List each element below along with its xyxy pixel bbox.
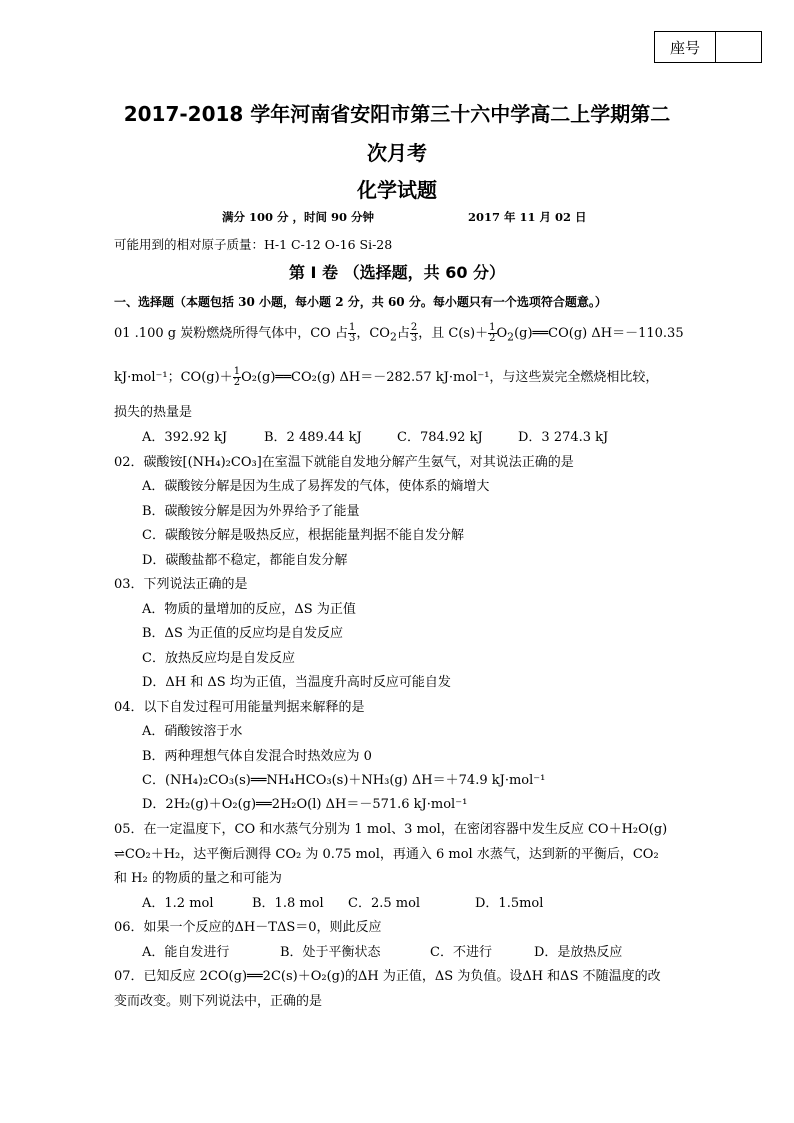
option-b[interactable]: B．碳酸铵分解是因为外界给予了能量 xyxy=(142,504,360,519)
seat-number-label: 座号 xyxy=(655,32,716,62)
option-b[interactable]: B．两种理想气体自发混合时热效应为 0 xyxy=(142,749,372,764)
fraction-denominator: 2 xyxy=(233,377,241,388)
question-1-line3: 损失的热量是 xyxy=(114,405,193,420)
question-6-stem: 06．如果一个反应的ΔH－TΔS＝0，则此反应 xyxy=(114,920,382,935)
option-c[interactable]: C．碳酸铵分解是吸热反应，根据能量判据不能自发分解 xyxy=(142,528,464,543)
option-c[interactable]: C．(NH₄)₂CO₃(s)══NH₄HCO₃(s)＋NH₃(g) ΔH＝＋74.9 kJ·mol⁻¹ xyxy=(142,773,546,788)
section-title: 第 I 卷 （选择题，共 60 分） xyxy=(288,263,506,282)
option-c[interactable]: C．放热反应均是自发反应 xyxy=(142,651,295,666)
fraction-one-half xyxy=(488,323,496,344)
exam-date: 2017 年 11 月 02 日 xyxy=(468,210,587,224)
q1-subscript: 2 xyxy=(507,330,515,344)
q1-line2-b: O₂(g)══CO₂(g) ΔH＝－282.57 kJ·mol⁻¹，与这些炭完全燃烧相比较， xyxy=(241,370,659,385)
option-a[interactable]: A．能自发进行 xyxy=(142,945,230,960)
option-a[interactable]: A．1.2 mol xyxy=(142,896,214,911)
atomic-mass-note: 可能用到的相对原子质量：H-1 C-12 O-16 Si-28 xyxy=(114,237,393,252)
fraction-denominator: 2 xyxy=(489,333,496,344)
option-a[interactable]: A．硝酸铵溶于水 xyxy=(142,724,243,739)
option-d[interactable]: D．3 274.3 kJ xyxy=(518,430,609,445)
option-b[interactable]: B．1.8 mol xyxy=(252,896,324,911)
fraction-numerator: 1 xyxy=(348,322,356,333)
q1-text-b: ，CO xyxy=(356,326,390,341)
question-1-line2 xyxy=(114,366,658,388)
q1-subscript: 2 xyxy=(389,330,397,344)
option-a[interactable]: A．392.92 kJ xyxy=(142,430,228,445)
fraction-one-half xyxy=(233,367,241,388)
question-7-line1: 07．已知反应 2CO(g)══2C(s)＋O₂(g)的ΔH 为正值，ΔS 为负值。设ΔH 和ΔS 不随温度的改 xyxy=(114,969,661,984)
question-5-line1: 05．在一定温度下，CO 和水蒸气分别为 1 mol、3 mol，在密闭容器中发生反应 CO＋H₂O(g) xyxy=(114,822,668,837)
exam-title-line2: 次月考 xyxy=(367,141,427,165)
option-c[interactable]: C．不进行 xyxy=(430,945,492,960)
option-b[interactable]: B．处于平衡状态 xyxy=(280,945,381,960)
option-d[interactable]: D．碳酸盐都不稳定，都能自发分解 xyxy=(142,553,348,568)
exam-title-line1: 2017-2018 学年河南省安阳市第三十六中学高二上学期第二 xyxy=(123,102,671,126)
fraction-numerator: 1 xyxy=(489,322,496,333)
fraction-two-thirds xyxy=(410,323,418,344)
option-d[interactable]: D．是放热反应 xyxy=(534,945,623,960)
option-a[interactable]: A．碳酸铵分解是因为生成了易挥发的气体，使体系的熵增大 xyxy=(142,479,490,494)
q1-text-f: (g)══CO(g) ΔH＝－110.35 xyxy=(514,326,684,341)
question-3-stem: 03．下列说法正确的是 xyxy=(114,577,248,592)
question-5-line3: 和 H₂ 的物质的量之和可能为 xyxy=(114,871,282,886)
fraction-numerator: 2 xyxy=(410,322,418,333)
option-d[interactable]: D．1.5mol xyxy=(475,896,544,911)
option-b[interactable]: B．ΔS 为正值的反应均是自发反应 xyxy=(142,626,343,641)
question-1-stem xyxy=(114,322,684,344)
fraction-denominator: 3 xyxy=(348,333,356,344)
fraction-numerator: 1 xyxy=(233,366,241,377)
q1-text-c: 占 xyxy=(396,326,410,341)
seat-number-box xyxy=(654,31,762,63)
section-instructions: 一、选择题（本题包括 30 小题，每小题 2 分，共 60 分。每小题只有一个选项符合题意。） xyxy=(114,295,607,309)
q1-line2-a: kJ·mol⁻¹；CO(g)＋ xyxy=(114,370,233,385)
question-2-stem: 02．碳酸铵[(NH₄)₂CO₃]在室温下就能自发地分解产生氨气，对其说法正确的是 xyxy=(114,455,574,470)
subject-title: 化学试题 xyxy=(357,178,437,202)
option-d[interactable]: D．ΔH 和 ΔS 均为正值，当温度升高时反应可能自发 xyxy=(142,675,451,690)
question-7-line2: 变而改变。则下列说法中，正确的是 xyxy=(114,994,323,1009)
option-b[interactable]: B．2 489.44 kJ xyxy=(264,430,362,445)
q1-text-e: O xyxy=(496,326,508,341)
q1-text-d: ，且 C(s)＋ xyxy=(418,326,489,341)
option-a[interactable]: A．物质的量增加的反应，ΔS 为正值 xyxy=(142,602,356,617)
option-c[interactable]: C．784.92 kJ xyxy=(397,430,483,445)
option-c[interactable]: C．2.5 mol xyxy=(348,896,421,911)
q1-text-a: 01 .100 g 炭粉燃烧所得气体中，CO 占 xyxy=(114,326,348,341)
option-d[interactable]: D．2H₂(g)＋O₂(g)══2H₂O(l) ΔH＝－571.6 kJ·mol⁻¹ xyxy=(142,797,468,812)
question-4-stem: 04．以下自发过程可用能量判据来解释的是 xyxy=(114,700,365,715)
fraction-denominator: 3 xyxy=(410,333,418,344)
exam-info: 满分 100 分 ，时间 90 分钟 xyxy=(222,210,375,224)
question-5-line2: ⇌CO₂＋H₂，达平衡后测得 CO₂ 为 0.75 mol，再通入 6 mol 水蒸气，达到新的平衡后，CO₂ xyxy=(114,847,659,862)
seat-number-field[interactable] xyxy=(716,32,761,62)
